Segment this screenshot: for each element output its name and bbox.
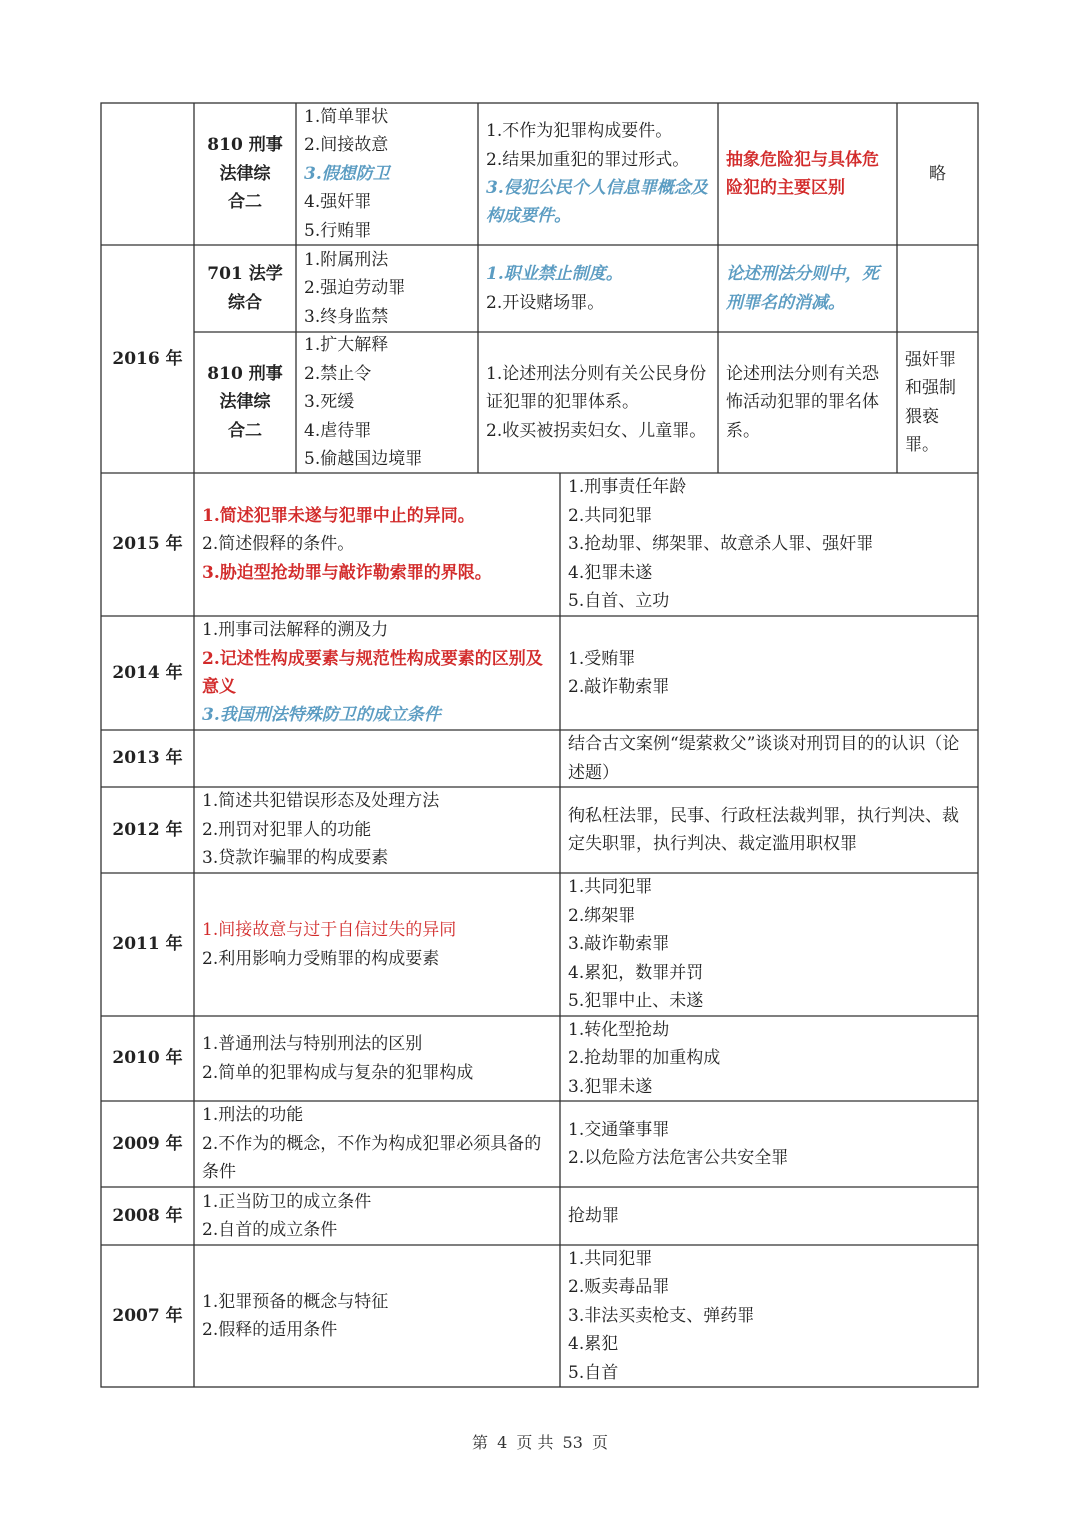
year-2015: 2015 年 xyxy=(112,534,183,555)
list-item: 1.正当防卫的成立条件 xyxy=(202,1191,372,1212)
list-item: 2.刑罚对犯罪人的功能 xyxy=(202,819,372,840)
exam-name-701: 701 法学 综合 xyxy=(207,264,283,313)
list-item: 3.我国刑法特殊防卫的成立条件 xyxy=(202,705,441,726)
list-item: 结合古文案例“缇萦救父”谈谈对刑罚目的的认识（论述题） xyxy=(568,734,960,783)
list-item: 1.共同犯罪 xyxy=(568,877,653,898)
list-item: 1.论述刑法分则有关公民身份证犯罪的犯罪体系。 xyxy=(486,363,707,413)
list-item: 1.不作为犯罪构成要件。 xyxy=(486,121,673,142)
year-2012: 2012 年 xyxy=(112,819,183,840)
short-2015 xyxy=(194,473,560,616)
short-810-b xyxy=(478,332,718,473)
year-2011: 2011 年 xyxy=(112,934,183,955)
list-item: 2.自首的成立条件 xyxy=(202,1220,338,1240)
short-2009 xyxy=(194,1101,560,1187)
list-item: 1.附属刑法 xyxy=(304,249,389,270)
list-item: 1.犯罪预备的概念与特征 xyxy=(202,1291,389,1312)
list-item: 2.不作为的概念，不作为构成犯罪必须具备的条件 xyxy=(202,1133,542,1183)
list-item: 5.自首、立功 xyxy=(568,591,670,612)
case-810-a: 略 xyxy=(929,163,946,184)
list-item: 1.简述共犯错误形态及处理方法 xyxy=(202,791,440,812)
year-2013: 2013 年 xyxy=(112,748,183,769)
list-item: 1.共同犯罪 xyxy=(568,1248,653,1269)
list-item: 1.受贿罪 xyxy=(568,648,636,669)
exam-name-810-b: 810 刑事 法律综 合二 xyxy=(207,363,283,441)
terms-2012 xyxy=(560,787,978,873)
list-item: 3.侵犯公民个人信息罪概念及构成要件。 xyxy=(486,178,708,227)
list-item: 1.刑法的功能 xyxy=(202,1105,304,1126)
list-item: 5.自首 xyxy=(568,1362,619,1383)
list-item: 2.简述假释的条件。 xyxy=(202,534,355,555)
list-item: 2.记述性构成要素与规范性构成要素的区别及意义 xyxy=(202,648,543,697)
list-item: 2.假释的适用条件 xyxy=(202,1320,338,1340)
list-item: 2.以危险方法危害公共安全罪 xyxy=(568,1148,789,1168)
list-item: 2.结果加重犯的罪过形式。 xyxy=(486,149,690,170)
list-item: 2.强迫劳动罪 xyxy=(304,278,406,299)
list-item: 2.敲诈勒索罪 xyxy=(568,677,670,697)
list-item: 4.累犯，数罪并罚 xyxy=(568,962,704,983)
exam-name-810-a: 810 刑事 法律综 合二 xyxy=(207,135,283,213)
terms-2008 xyxy=(560,1187,978,1245)
year-2010: 2010 年 xyxy=(112,1048,183,1069)
list-item: 1.间接故意与过于自信过失的异同 xyxy=(202,920,457,941)
case-701 xyxy=(897,245,978,332)
list-item: 1.扩大解释 xyxy=(304,335,389,356)
terms-2015 xyxy=(560,473,978,616)
list-item: 2.间接故意 xyxy=(304,135,389,156)
list-item: 2.开设赌场罪。 xyxy=(486,292,605,313)
short-2007 xyxy=(194,1245,560,1387)
terms-701 xyxy=(296,245,478,332)
list-item: 3.贷款诈骗罪的构成要素 xyxy=(202,848,389,869)
list-item: 3.假想防卫 xyxy=(304,163,390,184)
essay-701: 论述刑法分则中，死刑罪名的消减。 xyxy=(726,264,879,313)
list-item: 3.犯罪未遂 xyxy=(568,1076,653,1097)
page-footer xyxy=(0,1430,1080,1453)
essay-810-b: 论述刑法分则有关恐怖活动犯罪的罪名体系。 xyxy=(726,363,879,441)
footer-page-number: 4 xyxy=(497,1433,508,1452)
terms-2011 xyxy=(560,873,978,1016)
footer-mid: 页 共 xyxy=(516,1433,554,1452)
list-item: 2.简单的犯罪构成与复杂的犯罪构成 xyxy=(202,1062,474,1083)
year-2009: 2009 年 xyxy=(112,1133,183,1154)
short-2012 xyxy=(194,787,560,873)
terms-2014 xyxy=(560,616,978,730)
terms-810-b xyxy=(296,332,478,473)
list-item: 1.转化型抢劫 xyxy=(568,1019,670,1040)
list-item: 2.收买被拐卖妇女、儿童罪。 xyxy=(486,420,707,441)
list-item: 4.犯罪未遂 xyxy=(568,562,653,583)
list-item: 抢劫罪 xyxy=(568,1205,619,1226)
list-item: 5.偷越国边境罪 xyxy=(304,449,423,470)
list-item: 1.普通刑法与特别刑法的区别 xyxy=(202,1034,423,1055)
list-item: 3.终身监禁 xyxy=(304,306,389,327)
short-2011 xyxy=(194,873,560,1016)
list-item: 3.抢劫罪、绑架罪、故意杀人罪、强奸罪 xyxy=(568,534,874,555)
list-item: 徇私枉法罪，民事、行政枉法裁判罪，执行判决、裁定失职罪，执行判决、裁定滥用职权罪 xyxy=(568,805,959,854)
short-701 xyxy=(478,245,718,332)
list-item: 1.职业禁止制度。 xyxy=(486,264,623,285)
footer-prefix: 第 xyxy=(471,1433,488,1452)
essay-2013 xyxy=(560,730,978,787)
list-item: 5.行贿罪 xyxy=(304,220,372,241)
terms-2007 xyxy=(560,1245,978,1387)
terms-810-a xyxy=(296,103,478,245)
list-item: 2.利用影响力受贿罪的构成要素 xyxy=(202,948,440,969)
list-item: 2.贩卖毒品罪 xyxy=(568,1277,670,1298)
case-810-b: 强奸罪和强制猥亵罪。 xyxy=(905,349,956,455)
list-item: 5.犯罪中止、未遂 xyxy=(568,991,704,1012)
list-item: 2.共同犯罪 xyxy=(568,505,653,526)
list-item: 2.禁止令 xyxy=(304,363,372,384)
list-item: 4.虐待罪 xyxy=(304,420,372,441)
list-item: 3.死缓 xyxy=(304,392,355,413)
essay-810-a: 抽象危险犯与具体危险犯的主要区别 xyxy=(726,149,879,198)
list-item: 2.抢劫罪的加重构成 xyxy=(568,1048,721,1069)
list-item: 4.累犯 xyxy=(568,1334,619,1355)
terms-2009 xyxy=(560,1101,978,1187)
short-2013 xyxy=(194,730,560,787)
year-2016: 2016 年 xyxy=(112,348,183,369)
year-2007: 2007 年 xyxy=(112,1305,183,1326)
short-2010 xyxy=(194,1016,560,1101)
footer-suffix: 页 xyxy=(592,1433,609,1452)
short-810-a xyxy=(478,103,718,245)
list-item: 4.强奸罪 xyxy=(304,192,372,213)
footer-total-pages: 53 xyxy=(562,1433,583,1452)
list-item: 1.交通肇事罪 xyxy=(568,1119,670,1140)
year-2014: 2014 年 xyxy=(112,662,183,683)
list-item: 1.刑事责任年龄 xyxy=(568,477,687,498)
terms-2010 xyxy=(560,1016,978,1101)
list-item: 1.刑事司法解释的溯及力 xyxy=(202,620,389,641)
list-item: 3.敲诈勒索罪 xyxy=(568,934,670,955)
short-2014 xyxy=(194,616,560,730)
list-item: 2.绑架罪 xyxy=(568,905,636,926)
list-item: 1.简单罪状 xyxy=(304,106,389,127)
short-2008 xyxy=(194,1187,560,1245)
list-item: 3.胁迫型抢劫罪与敲诈勒索罪的界限。 xyxy=(202,562,492,583)
year-2008: 2008 年 xyxy=(112,1205,183,1226)
list-item: 1.简述犯罪未遂与犯罪中止的异同。 xyxy=(202,505,475,526)
list-item: 3.非法买卖枪支、弹药罪 xyxy=(568,1305,755,1326)
